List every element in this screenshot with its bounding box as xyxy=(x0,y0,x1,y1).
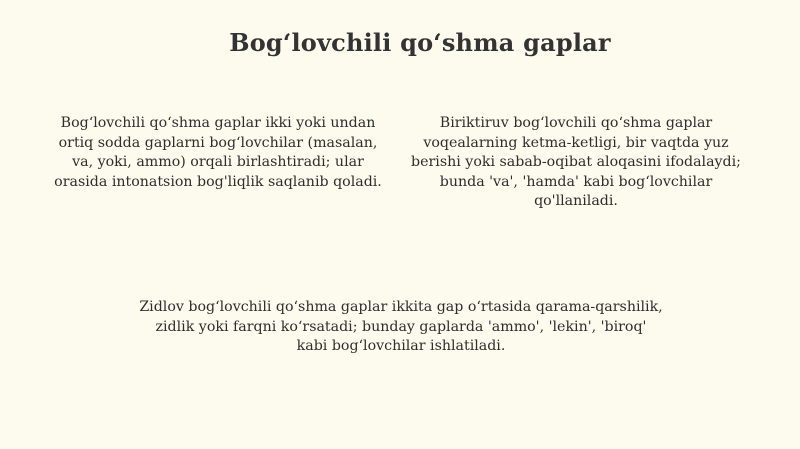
paragraph-zidlov: Zidlov bog‘lovchili qo‘shma gaplar ikkita gap o‘rtasida qarama-qarshilik, zidlik yoki farqni ko‘rsatadi; bunday gaplarda 'ammo', 'lekin', 'biroq' kabi bog‘lovchilar ishlatiladi. xyxy=(139,299,663,354)
paragraph-general-definition: Bog‘lovchili qo‘shma gaplar ikki yoki undan ortiq sodda gaplarni bog‘lovchilar (masalan, va, yoki, ammo) orqali birlashtiradi; ular orasida intonatsion bog'liqlik saqlanib qoladi. xyxy=(54,115,382,190)
paragraph-biriktiruv: Biriktiruv bog‘lovchili qo‘shma gaplar voqealarning ketma-ketligi, bir vaqtda yuz berishi yoki sabab-oqibat aloqasini ifodalaydi; bunda 'va', 'hamda' kabi bog‘lovchilar qo'llaniladi. xyxy=(411,115,741,209)
slide-title: Bog‘lovchili qo‘shma gaplar xyxy=(229,28,611,57)
